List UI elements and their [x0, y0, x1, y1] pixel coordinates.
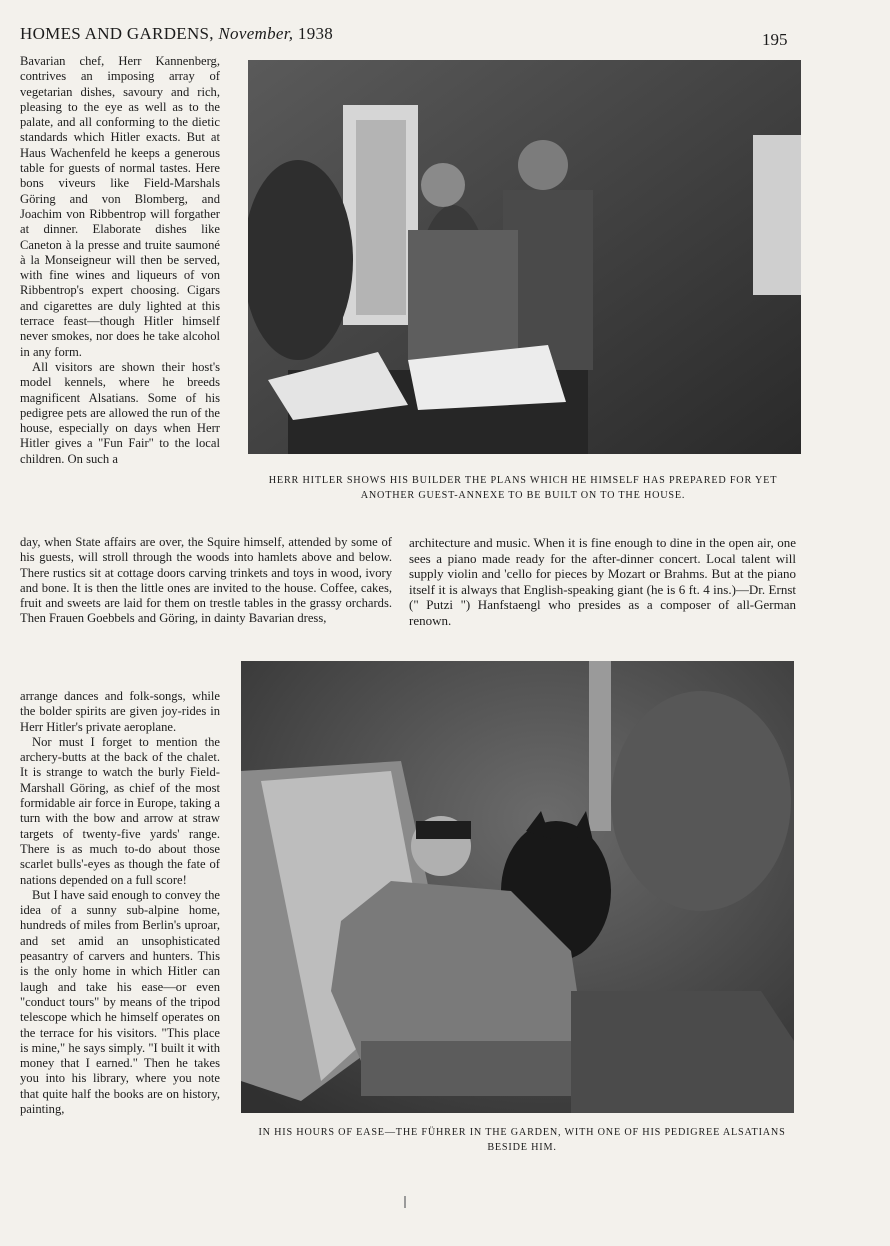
paragraph-home: But I have said enough to convey the idea of a sunny sub-alpine home, hundreds of miles from Berlin's uproar, and set amid an unsophisticated peasantry of carvers and hunters. This is the only home in which Hitler can laugh and take his ease—or even "conduct tours" by means of the tripod telescope which he himself operates on the terrace for his visitors. "This place is mine," he says simply. "I built it with money that I earned." Then he takes you into his library, where you note that quite half the books are on history, painting, — [20, 887, 220, 1117]
running-head — [20, 24, 333, 44]
paragraph-dining: Bavarian chef, Herr Kannenberg, contrives an imposing array of vegetarian dishes, savoury and rich, pleasing to the eye as well as to the palate, and all conforming to the dietic standards which Hitler exacts. But at Haus Wachenfeld he keeps a generous table for guests of normal tastes. Here bons viveurs like Field-Marshals Göring and von Blomberg, and Joachim von Ribbentrop will forgather at dinner. Elaborate dishes like Caneton à la presse and truite saumoné à la Monseigneur will then be served, with fine wines and liqueurs of von Ribbentrop's expert choosing. Cigars and cigarettes are duly lighted at this terrace feast—though Hitler himself never smokes, nor does he take alcohol in any form. — [20, 54, 220, 359]
paragraph-archery: Nor must I forget to mention the archery-butts at the back of the chalet. It is strange to watch the burly Field-Marshall Göring, as chief of the most formidable air force in Europe, taking a turn with the bow and arrow at straw targets of twenty-five yards' range. There is as much to-do about those scarlet bulls'-eyes as though the fate of nations depended on a full score! — [20, 734, 220, 887]
publication-title: HOMES AND GARDENS, — [20, 24, 214, 43]
article-column-right — [409, 535, 796, 629]
article-column-lower-left — [20, 689, 220, 1117]
photo-plans-image — [248, 60, 801, 454]
caption-plans: HERR HITLER SHOWS HIS BUILDER THE PLANS WHICH HE HIMSELF HAS PREPARED FOR YET ANOTHER GUEST-ANNEXE TO BE BUILT ON TO THE HOUSE. — [268, 475, 778, 501]
photo-garden — [241, 661, 794, 1113]
paragraph-kennels: All visitors are shown their host's model kennels, where he breeds magnificent Alsatians. Some of his pedigree pets are allowed the run of the house, especially on days when Herr Hitler gives a "Fun Fair" to the local children. On such a — [20, 359, 220, 466]
article-column-upper-left — [20, 54, 220, 467]
caption-garden: IN HIS HOURS OF EASE—THE FÜHRER IN THE GARDEN, WITH ONE OF HIS PEDIGREE ALSATIANS BESIDE HIM. — [258, 1127, 786, 1153]
paragraph-fun-fair: day, when State affairs are over, the Squire himself, attended by some of his guests, will stroll through the woods into hamlets above and below. There rustics sit at cottage doors carving trinkets and toys in wood, ivory and bone. It is then the little ones are invited to the house. Coffee, cakes, fruit and sweets are laid for them on trestle tables in the grassy orchards. Then Frauen Goebbels and Göring, in dainty Bavarian dress, — [20, 535, 392, 626]
page-bottom-mark — [404, 1196, 406, 1208]
article-column-wide — [20, 535, 392, 627]
issue-month: November, — [218, 24, 294, 43]
photo-garden-image — [241, 661, 794, 1113]
issue-year: 1938 — [297, 24, 334, 43]
page-number: 195 — [762, 30, 788, 49]
photo-plans — [248, 60, 801, 454]
paragraph-music: architecture and music. When it is fine enough to dine in the open air, one sees a piano made ready for the after-dinner concert. Local talent will supply violin and 'cello for pieces by Mozart or Brahms. But at the piano itself it is always that English-speaking giant (he is 6 ft. 4 ins.)—Dr. Ernst (" Putzi ") Hanfstaengl who presides as a composer of all-German renown. — [409, 535, 796, 628]
paragraph-folk-songs: arrange dances and folk-songs, while the bolder spirits are given joy-rides in Herr Hitler's private aeroplane. — [20, 689, 220, 734]
